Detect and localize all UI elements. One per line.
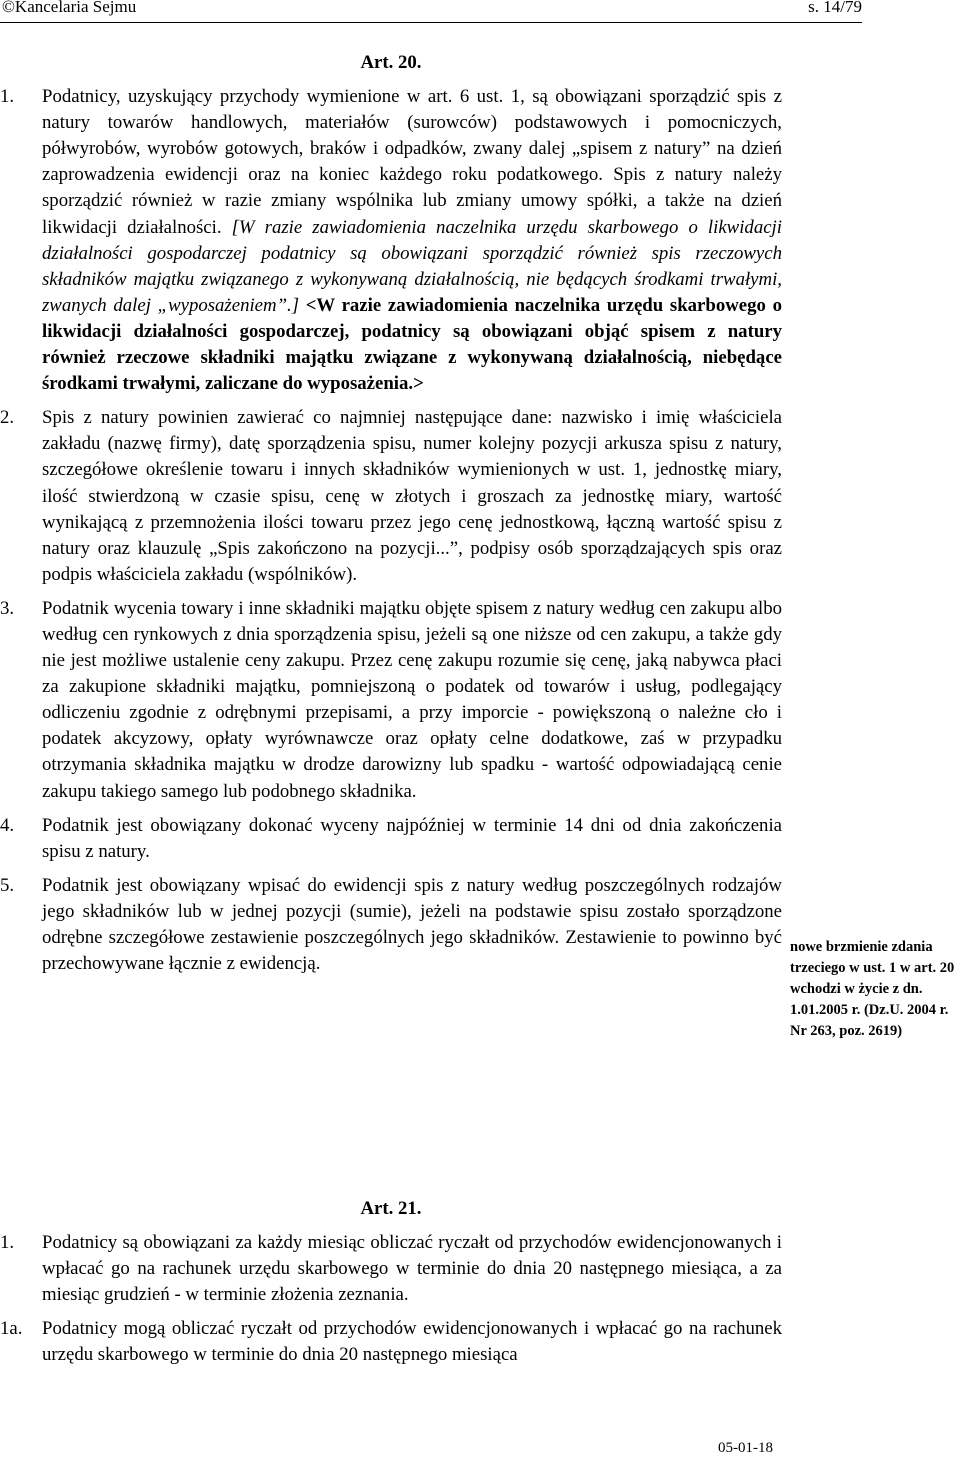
header-page-number: s. 14/79 bbox=[808, 0, 862, 16]
art21-paragraph-1 bbox=[0, 1230, 782, 1308]
paragraph-number: 2. bbox=[0, 407, 15, 429]
art20-paragraph-1 bbox=[0, 84, 782, 397]
paragraph-text: Podatnik jest obowiązany dokonać wyceny najpóźniej w terminie 14 dni od dnia zakończenia spisu z natury. bbox=[42, 814, 782, 862]
article-21 bbox=[0, 1196, 782, 1377]
article-20 bbox=[0, 50, 782, 985]
article-20-title: Art. 20. bbox=[360, 52, 422, 73]
art20-paragraph-4 bbox=[0, 813, 782, 865]
paragraph-number: 1. bbox=[0, 86, 15, 108]
paragraph-number: 5. bbox=[0, 874, 15, 896]
paragraph-text: Podatnicy, uzyskujący przychody wymienione w art. 6 ust. 1, są obowiązani sporządzić spis z natury towarów handlowych, materiałów (surowców) podstawowych i pomocniczych, półwyrobów, wyrobów gotowych, braków i odpadków, zwany dalej „spisem z natury” na dzień zaprowadzenia ewidencji oraz na koniec każdego roku podatkowego. Spis z natury należy sporządzić również w razie zmiany wspólnika lub zmiany umowy spółki, a także na dzień likwidacji działalności. bbox=[42, 86, 782, 238]
paragraph-number: 1. bbox=[0, 1232, 15, 1254]
margin-note: nowe brzmienie zdania trzeciego w ust. 1 w art. 20 wchodzi w życie z dn. 1.01.2005 r. (Dz.U. 2004 r. Nr 263, poz. 2619) bbox=[790, 939, 955, 1039]
new-text-bold: <W razie zawiadomienia naczelnika urzędu skarbowego o likwidacji działalności gospodarczej, podatnicy są obowiązani objąć spisem z natury również rzeczowe składniki majątku związane z wykonywaną działalnością, niebędące środkami trwałymi, zaliczane do wyposażenia.> bbox=[42, 294, 782, 395]
header-copyright: ©Kancelaria Sejmu bbox=[2, 0, 137, 16]
paragraph-text: Podatnik wycenia towary i inne składniki majątku objęte spisem z natury według cen zakupu albo według cen rynkowych z dnia sporządzenia spisu, jeżeli są one niższe od cen zakupu, a także gdy nie jest możliwe ustalenie ceny zakupu. Przez cenę zakupu rozumie się cenę, jaką nabywca płaci za zakupione składniki majątku, pomniejszoną o podatek od towarów i usług, podlegający odliczeniu zgodnie z odrębnymi przepisami, a przy imporcie - powiększoną o należne cło i podatek akcyzowy, opłaty wyrównawcze oraz opłaty celne dodatkowe, zaś w przypadku otrzymania składnika majątku w drodze darowizny lub spadku - wartość odpowiadającą cenie zakupu takiego samego lub podobnego składnika. bbox=[42, 597, 782, 802]
paragraph-number: 1a. bbox=[0, 1318, 23, 1340]
art20-paragraph-3 bbox=[0, 596, 782, 805]
page-header bbox=[0, 0, 862, 23]
footer-date: 05-01-18 bbox=[718, 1440, 773, 1456]
article-21-title: Art. 21. bbox=[360, 1198, 422, 1219]
paragraph-number: 4. bbox=[0, 814, 15, 836]
paragraph-number: 3. bbox=[0, 597, 15, 619]
art20-paragraph-2 bbox=[0, 405, 782, 588]
paragraph-text: Podatnicy mogą obliczać ryczałt od przychodów ewidencjonowanych i wpłacać go na rachunek urzędu skarbowego w terminie do dnia 20 następnego miesiąca bbox=[42, 1318, 782, 1366]
art20-paragraph-5 bbox=[0, 873, 782, 977]
paragraph-text: Podatnik jest obowiązany wpisać do ewidencji spis z natury według poszczególnych rodzajów jego składników lub w jednej pozycji (sumie), jeżeli na podstawie spisu zostało sporządzone odrębne szczegółowe zestawienie poszczególnych jego składników. Zestawienie to powinno być przechowywane łącznie z ewidencją. bbox=[42, 874, 782, 975]
paragraph-text: Spis z natury powinien zawierać co najmniej następujące dane: nazwisko i imię właściciela zakładu (nazwę firmy), datę sporządzenia spisu, numer kolejny pozycji arkusza spisu z natury, szczegółowe określenie towaru i innych składników wymienionych w ust. 1, jednostkę miary, ilość stwierdzoną w czasie spisu, cenę w złotych i groszach za jednostkę miary, wartość wynikającą z przemnożenia ilości towaru przez jego cenę jednostkową, łączną wartość spisu z natury oraz klauzulę „Spis zakończono na pozycji...”, podpisy osób sporządzających spis oraz podpis właściciela zakładu (wspólników). bbox=[42, 407, 782, 585]
art21-paragraph-1a bbox=[0, 1316, 782, 1368]
repealed-text-italic: [W razie zawiadomienia naczelnika urzędu skarbowego o likwidacji działalności gospodarczej podatnicy są obowiązani sporządzić również spis rzeczowych składników majątku związanego z wykonywaną działalnością, nie będących środkami trwałymi, zwanych dalej „wyposażeniem”.] bbox=[42, 216, 782, 316]
paragraph-text: Podatnicy są obowiązani za każdy miesiąc obliczać ryczałt od przychodów ewidencjonowanych i wpłacać go na rachunek urzędu skarbowego w terminie do dnia 20 następnego miesiąca, a za miesiąc grudzień - w terminie złożenia zeznania. bbox=[42, 1232, 782, 1306]
